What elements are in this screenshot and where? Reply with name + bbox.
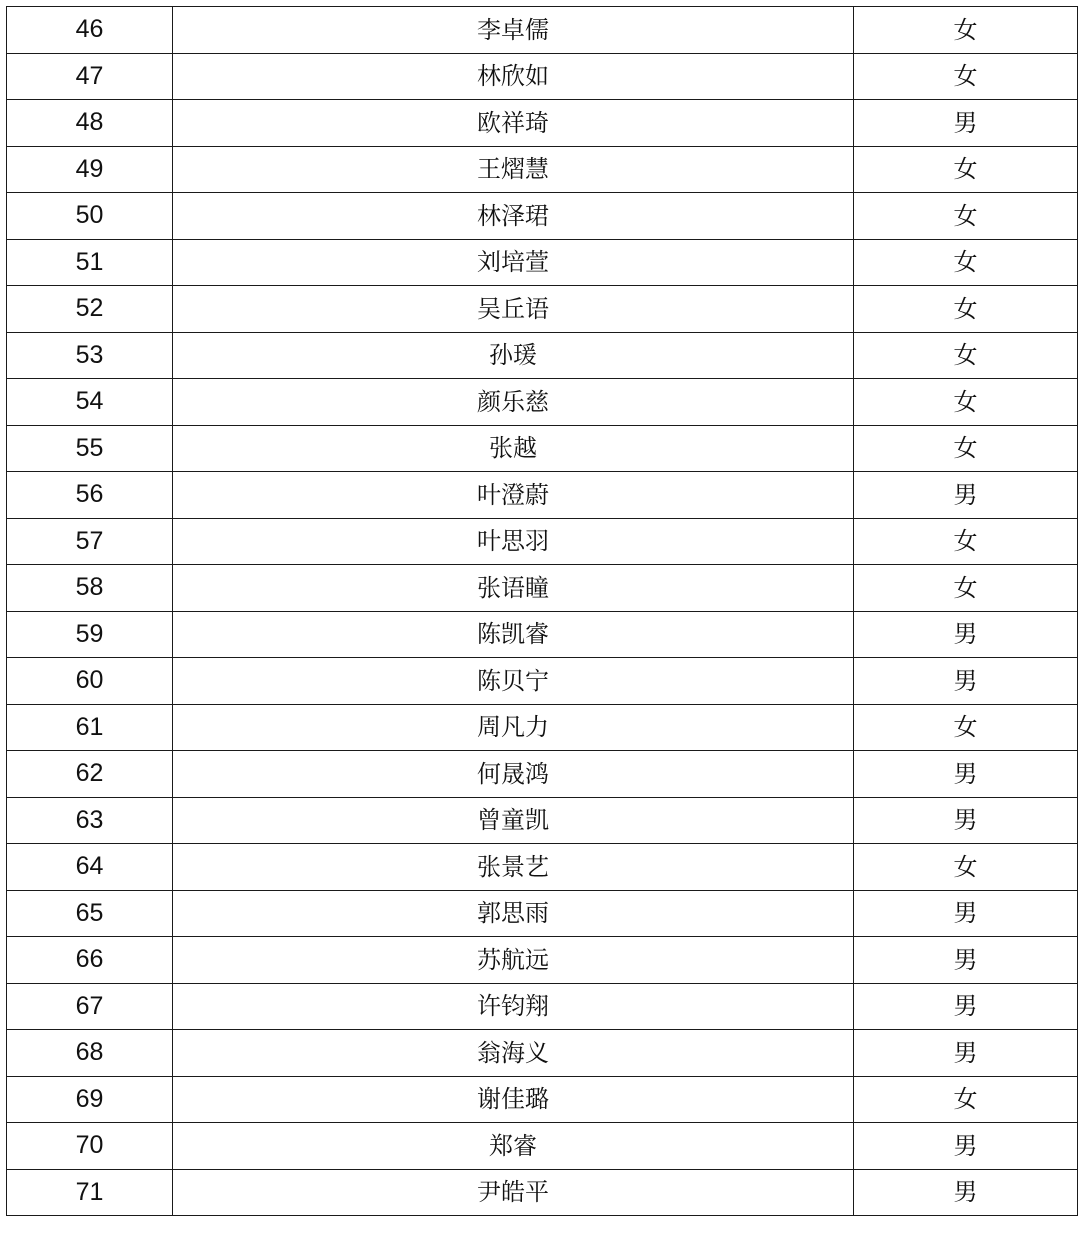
- row-number-cell: 60: [7, 658, 173, 705]
- table-row: [7, 565, 1078, 612]
- table-row: [7, 658, 1078, 705]
- table-row: [7, 472, 1078, 519]
- gender-cell: 男: [854, 472, 1078, 519]
- gender-cell: 男: [854, 890, 1078, 937]
- row-number-cell: 63: [7, 797, 173, 844]
- table-row: [7, 1169, 1078, 1216]
- student-name-cell: 欧祥琦: [173, 100, 854, 147]
- row-number-cell: 65: [7, 890, 173, 937]
- row-number-cell: 61: [7, 704, 173, 751]
- roster-table: [6, 6, 1078, 1216]
- gender-cell: 男: [854, 937, 1078, 984]
- row-number-cell: 55: [7, 425, 173, 472]
- gender-cell: 女: [854, 704, 1078, 751]
- student-name-cell: 孙瑗: [173, 332, 854, 379]
- row-number-cell: 66: [7, 937, 173, 984]
- student-name-cell: 尹皓平: [173, 1169, 854, 1216]
- row-number-cell: 46: [7, 7, 173, 54]
- row-number-cell: 56: [7, 472, 173, 519]
- student-name-cell: 翁海义: [173, 1030, 854, 1077]
- gender-cell: 男: [854, 1030, 1078, 1077]
- table-row: [7, 7, 1078, 54]
- gender-cell: 男: [854, 797, 1078, 844]
- gender-cell: 女: [854, 565, 1078, 612]
- table-row: [7, 890, 1078, 937]
- row-number-cell: 57: [7, 518, 173, 565]
- student-name-cell: 叶思羽: [173, 518, 854, 565]
- row-number-cell: 58: [7, 565, 173, 612]
- table-row: [7, 704, 1078, 751]
- gender-cell: 女: [854, 425, 1078, 472]
- student-name-cell: 吴丘语: [173, 286, 854, 333]
- table-row: [7, 844, 1078, 891]
- student-name-cell: 张越: [173, 425, 854, 472]
- table-row: [7, 1076, 1078, 1123]
- row-number-cell: 52: [7, 286, 173, 333]
- student-name-cell: 郭思雨: [173, 890, 854, 937]
- gender-cell: 女: [854, 1076, 1078, 1123]
- row-number-cell: 50: [7, 193, 173, 240]
- table-row: [7, 53, 1078, 100]
- student-name-cell: 颜乐慈: [173, 379, 854, 426]
- gender-cell: 男: [854, 100, 1078, 147]
- table-row: [7, 193, 1078, 240]
- student-name-cell: 张语瞳: [173, 565, 854, 612]
- table-row: [7, 332, 1078, 379]
- gender-cell: 女: [854, 239, 1078, 286]
- student-name-cell: 林欣如: [173, 53, 854, 100]
- gender-cell: 女: [854, 518, 1078, 565]
- table-row: [7, 518, 1078, 565]
- table-row: [7, 611, 1078, 658]
- student-name-cell: 林泽珺: [173, 193, 854, 240]
- row-number-cell: 71: [7, 1169, 173, 1216]
- row-number-cell: 67: [7, 983, 173, 1030]
- gender-cell: 男: [854, 658, 1078, 705]
- row-number-cell: 47: [7, 53, 173, 100]
- row-number-cell: 59: [7, 611, 173, 658]
- gender-cell: 女: [854, 146, 1078, 193]
- student-name-cell: 郑睿: [173, 1123, 854, 1170]
- gender-cell: 女: [854, 7, 1078, 54]
- student-name-cell: 陈贝宁: [173, 658, 854, 705]
- table-row: [7, 797, 1078, 844]
- row-number-cell: 54: [7, 379, 173, 426]
- table-row: [7, 146, 1078, 193]
- student-name-cell: 曾童凯: [173, 797, 854, 844]
- table-row: [7, 1123, 1078, 1170]
- table-row: [7, 239, 1078, 286]
- row-number-cell: 69: [7, 1076, 173, 1123]
- table-row: [7, 379, 1078, 426]
- table-row: [7, 100, 1078, 147]
- row-number-cell: 51: [7, 239, 173, 286]
- gender-cell: 女: [854, 844, 1078, 891]
- gender-cell: 女: [854, 332, 1078, 379]
- row-number-cell: 64: [7, 844, 173, 891]
- student-name-cell: 李卓儒: [173, 7, 854, 54]
- gender-cell: 女: [854, 379, 1078, 426]
- row-number-cell: 49: [7, 146, 173, 193]
- student-name-cell: 苏航远: [173, 937, 854, 984]
- table-row: [7, 286, 1078, 333]
- gender-cell: 男: [854, 983, 1078, 1030]
- row-number-cell: 70: [7, 1123, 173, 1170]
- student-name-cell: 王熠慧: [173, 146, 854, 193]
- student-name-cell: 刘培萱: [173, 239, 854, 286]
- row-number-cell: 53: [7, 332, 173, 379]
- student-name-cell: 谢佳璐: [173, 1076, 854, 1123]
- table-row: [7, 937, 1078, 984]
- student-name-cell: 周凡力: [173, 704, 854, 751]
- student-name-cell: 叶澄蔚: [173, 472, 854, 519]
- table-row: [7, 751, 1078, 798]
- roster-body: [7, 7, 1078, 1216]
- student-name-cell: 陈凯睿: [173, 611, 854, 658]
- table-row: [7, 983, 1078, 1030]
- table-row: [7, 425, 1078, 472]
- row-number-cell: 68: [7, 1030, 173, 1077]
- gender-cell: 男: [854, 751, 1078, 798]
- gender-cell: 女: [854, 53, 1078, 100]
- gender-cell: 女: [854, 286, 1078, 333]
- gender-cell: 男: [854, 1123, 1078, 1170]
- gender-cell: 男: [854, 1169, 1078, 1216]
- row-number-cell: 48: [7, 100, 173, 147]
- student-name-cell: 何晟鸿: [173, 751, 854, 798]
- student-name-cell: 张景艺: [173, 844, 854, 891]
- gender-cell: 女: [854, 193, 1078, 240]
- table-row: [7, 1030, 1078, 1077]
- gender-cell: 男: [854, 611, 1078, 658]
- student-name-cell: 许钧翔: [173, 983, 854, 1030]
- row-number-cell: 62: [7, 751, 173, 798]
